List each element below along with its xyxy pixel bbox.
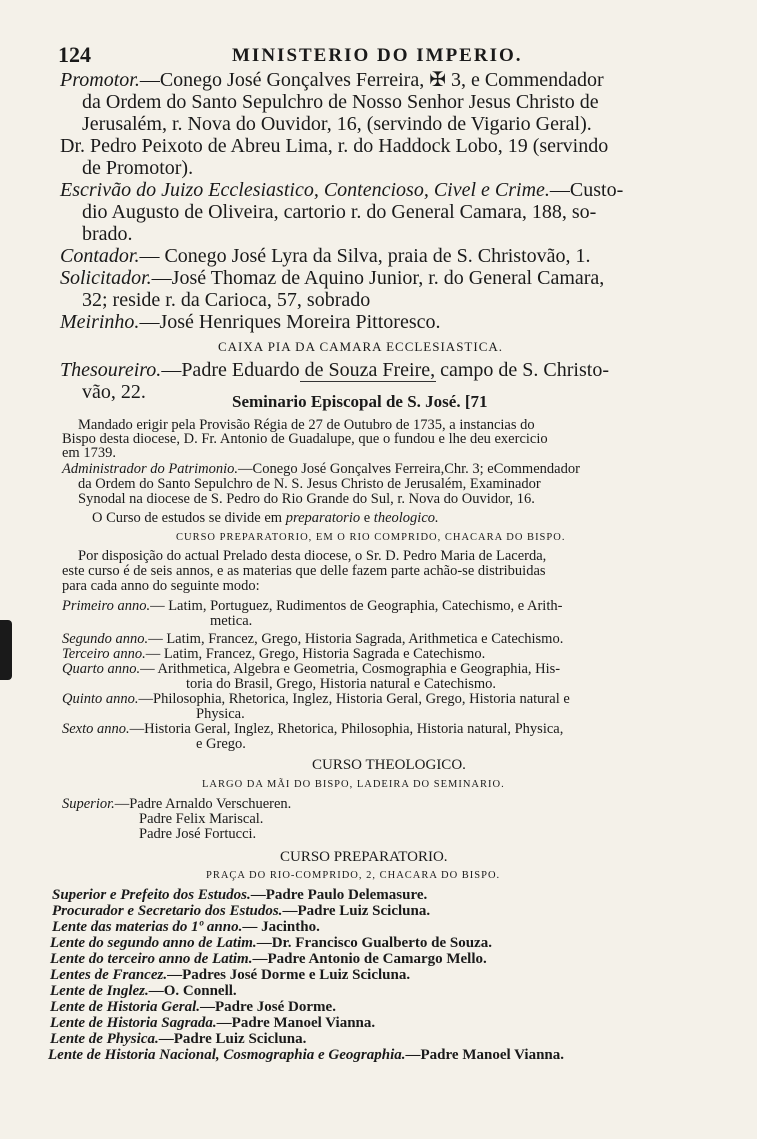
year-cont: metica. xyxy=(210,613,253,629)
admin-line: da Ordem do Santo Sepulchro de N. S. Jesus Christo de Jerusalém, Examinador xyxy=(78,476,541,492)
year-line: Quarto anno.— Arithmetica, Algebra e Geometria, Cosmographia e Geographia, His- xyxy=(62,661,561,677)
binding-shadow xyxy=(0,620,12,680)
page-number: 124 xyxy=(58,42,91,67)
entry-line: da Ordem do Santo Sepulchro de Nosso Senhor Jesus Christo de xyxy=(82,91,599,113)
section-title: CURSO THEOLOGICO. xyxy=(312,757,466,773)
staff-entry: Lente de Historia Nacional, Cosmographia e Geographia.—Padre Manoel Vianna. xyxy=(48,1047,564,1063)
staff-line: Superior.—Padre Arnaldo Verschueren. xyxy=(62,796,292,812)
admin-line: Synodal na diocese de S. Pedro do Rio Grande do Sul, r. Nova do Ouvidor, 16. xyxy=(78,491,535,507)
entry-line: brado. xyxy=(82,223,133,245)
admin-line: Administrador do Patrimonio.—Conego José Gonçalves Ferreira,Chr. 3; eCommendador xyxy=(62,461,580,477)
section-heading: CAIXA PIA DA CAMARA ECCLESIASTICA. xyxy=(218,339,504,354)
staff-entry: Lente de Physica.—Padre Luiz Scicluna. xyxy=(50,1031,307,1047)
entry-line: vão, 22. xyxy=(82,381,146,403)
entry-line: Jerusalém, r. Nova do Ouvidor, 16, (servindo de Vigario Geral). xyxy=(82,113,592,135)
entry-line: dio Augusto de Oliveira, cartorio r. do General Camara, 188, so- xyxy=(82,201,597,223)
staff-entry: Lente de Historia Geral.—Padre José Dorme. xyxy=(50,999,336,1015)
staff-entry: Lente do terceiro anno de Latim.—Padre Antonio de Camargo Mello. xyxy=(50,951,487,967)
year-line: Primeiro anno.— Latim, Portuguez, Rudimentos de Geographia, Catechismo, e Arith- xyxy=(62,598,563,614)
prep-intro-line: Por disposição do actual Prelado desta diocese, o Sr. D. Pedro Maria de Lacerda, xyxy=(78,548,547,564)
staff-entry: Lentes de Francez.—Padres José Dorme e Luiz Scicluna. xyxy=(50,967,411,983)
year-line: Segundo anno.— Latim, Francez, Grego, Historia Sagrada, Arithmetica e Catechismo. xyxy=(62,631,564,647)
staff-entry: Lente das materias do 1º anno.— Jacintho. xyxy=(52,919,320,935)
prep-intro-line: para cada anno do seguinte modo: xyxy=(62,578,260,594)
entry-line: Meirinho.—José Henriques Moreira Pittoresco. xyxy=(60,311,441,333)
year-line: Sexto anno.—Historia Geral, Inglez, Rhetorica, Philosophia, Historia natural, Physica, xyxy=(62,721,564,737)
intro-line: Mandado erigir pela Provisão Régia de 27 de Outubro de 1735, a instancias do xyxy=(78,417,535,433)
year-cont: Physica. xyxy=(196,706,245,722)
running-title: MINISTERIO DO IMPERIO. xyxy=(232,45,523,66)
entry-line: de Promotor). xyxy=(82,157,194,179)
year-cont: toria do Brasil, Grego, Historia natural e Catechismo. xyxy=(186,676,497,692)
entry-line: Escrivão do Juizo Ecclesiastico, Contencioso, Civel e Crime.—Custo- xyxy=(60,179,624,201)
staff-line: Padre José Fortucci. xyxy=(139,826,257,842)
staff-entry: Lente de Inglez.—O. Connell. xyxy=(50,983,237,999)
entry-line: Solicitador.—José Thomaz de Aquino Junior, r. do General Camara, xyxy=(60,267,605,289)
intro-line: em 1739. xyxy=(62,445,116,461)
section-title: Seminario Episcopal de S. José. [71 xyxy=(232,392,488,411)
staff-entry: Lente de Historia Sagrada.—Padre Manoel Vianna. xyxy=(50,1015,376,1031)
curso-note: O Curso de estudos se divide em preparatorio e theologico. xyxy=(92,510,439,526)
intro-line: Bispo desta diocese, D. Fr. Antonio de Guadalupe, que o fundou e lhe deu exercicio xyxy=(62,431,548,447)
staff-entry: Procurador e Secretario dos Estudos.—Padre Luiz Scicluna. xyxy=(52,903,431,919)
prep-intro-line: este curso é de seis annos, e as materias que delle fazem parte achão-se distribuidas xyxy=(62,563,546,579)
sub-heading: PRAÇA DO RIO-COMPRIDO, 2, CHACARA DO BISPO. xyxy=(206,870,501,881)
entry-line: Thesoureiro.—Padre Eduardo de Souza Freire, campo de S. Christo- xyxy=(60,359,609,381)
section-title: CURSO PREPARATORIO. xyxy=(280,849,448,865)
year-line: Quinto anno.—Philosophia, Rhetorica, Inglez, Historia Geral, Grego, Historia natural e xyxy=(62,691,570,707)
staff-entry: Superior e Prefeito dos Estudos.—Padre Paulo Delemasure. xyxy=(52,887,428,903)
sub-heading: LARGO DA MÃI DO BISPO, LADEIRA DO SEMINARIO. xyxy=(202,779,505,790)
year-line: Terceiro anno.— Latim, Francez, Grego, Historia Sagrada e Catechismo. xyxy=(62,646,486,662)
entry-line: Contador.— Conego José Lyra da Silva, praia de S. Christovão, 1. xyxy=(60,245,591,267)
sub-heading: CURSO PREPARATORIO, EM O RIO COMPRIDO, CHACARA DO BISPO. xyxy=(176,532,566,543)
staff-line: Padre Felix Mariscal. xyxy=(139,811,264,827)
entry-line: Promotor.—Conego José Gonçalves Ferreira, ✠ 3, e Commendador xyxy=(60,69,604,91)
entry-line: 32; reside r. da Carioca, 57, sobrado xyxy=(82,289,371,311)
year-cont: e Grego. xyxy=(196,736,246,752)
divider xyxy=(300,381,436,382)
entry-line: Dr. Pedro Peixoto de Abreu Lima, r. do Haddock Lobo, 19 (servindo xyxy=(60,135,609,157)
staff-entry: Lente do segundo anno de Latim.—Dr. Francisco Gualberto de Souza. xyxy=(50,935,492,951)
